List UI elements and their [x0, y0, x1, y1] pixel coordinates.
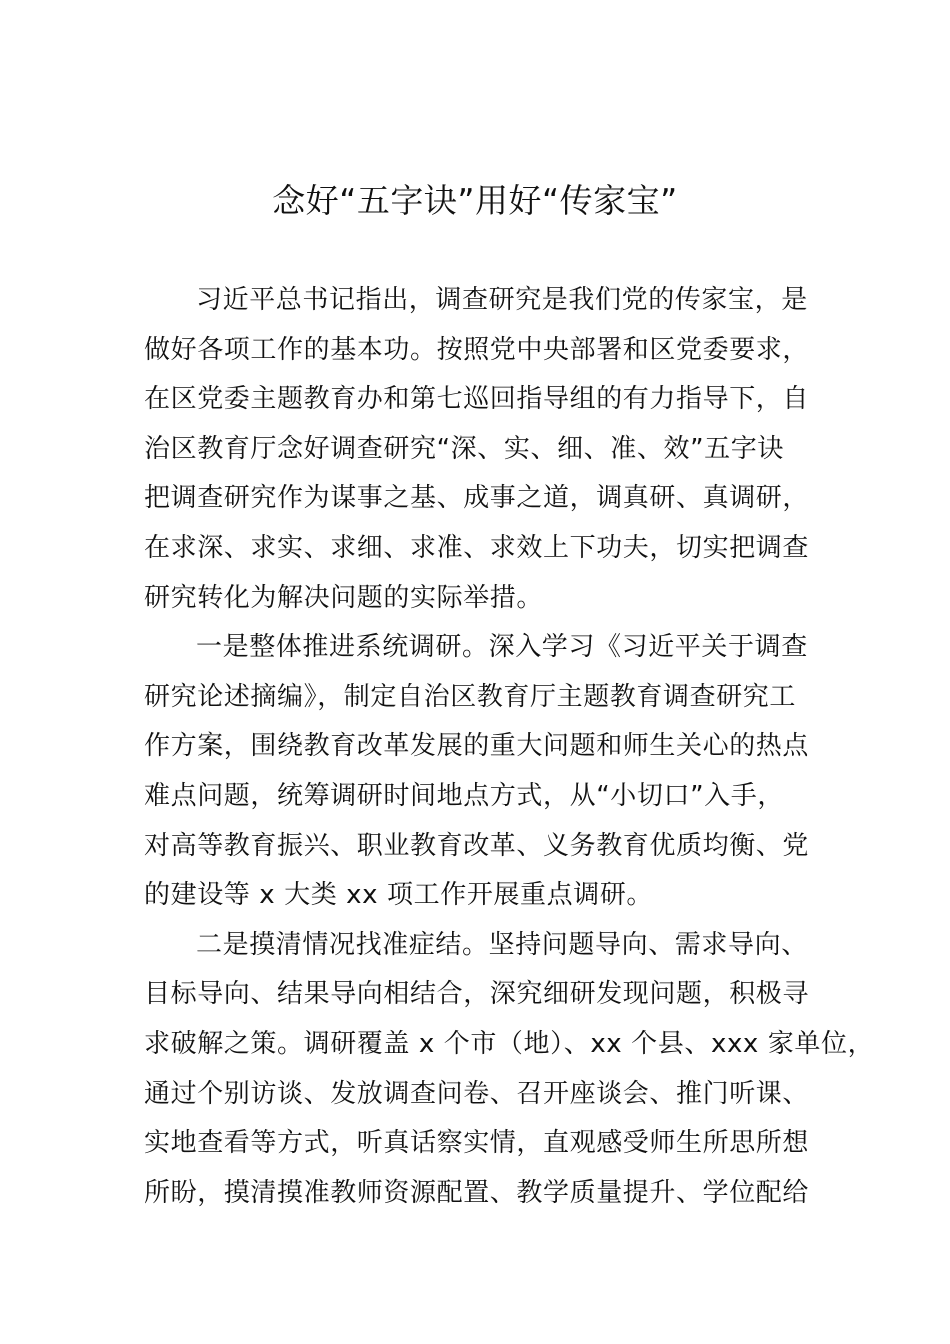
- text-line: 对高等教育振兴、职业教育改革、义务教育优质均衡、党: [144, 830, 810, 861]
- paragraph-point-two: [144, 921, 875, 1219]
- text-line: 目标导向、结果导向相结合，深究细研发现问题，积极寻: [144, 979, 810, 1010]
- text-line: 习近平总书记指出，调查研究是我们党的传家宝，是: [196, 285, 808, 315]
- text-line: 作方案，围绕教育改革发展的重大问题和师生关心的热点: [144, 731, 810, 762]
- text-line: 求破解之策。调研覆盖 x 个市（地）、xx 个县、xxx 家单位，: [144, 1028, 875, 1059]
- text-line: 通过个别访谈、发放调查问卷、召开座谈会、推门听课、: [144, 1078, 810, 1109]
- text-line: 难点问题，统筹调研时间地点方式，从“小切口”入手，: [144, 780, 784, 811]
- text-line: 所盼，摸清摸准教师资源配置、教学质量提升、学位配给: [144, 1177, 810, 1208]
- text-line: 研究转化为解决问题的实际举措。: [144, 582, 544, 613]
- text-line: 治区教育厅念好调查研究“深、实、细、准、效”五字诀: [144, 433, 784, 464]
- text-line: 在区党委主题教育办和第七巡回指导组的有力指导下，自: [144, 384, 810, 415]
- text-line: 在求深、求实、求细、求准、求效上下功夫，切实把调查: [144, 532, 810, 563]
- document-body: [144, 276, 875, 1218]
- text-line: 二是摸清情况找准症结。坚持问题导向、需求导向、: [196, 929, 808, 960]
- text-line: 做好各项工作的基本功。按照党中央部署和区党委要求，: [144, 334, 810, 365]
- text-line: 的建设等 x 大类 xx 项工作开展重点调研。: [144, 880, 654, 911]
- paragraph-point-one: [144, 623, 824, 921]
- text-line: 研究论述摘编》，制定自治区教育厅主题教育调查研究工: [144, 681, 797, 712]
- paragraph-intro: [144, 276, 824, 623]
- text-line: 一是整体推进系统调研。深入学习《习近平关于调查: [196, 632, 808, 663]
- text-line: 把调查研究作为谋事之基、成事之道，调真研、真调研，: [144, 483, 810, 514]
- text-line: 实地查看等方式，听真话察实情，直观感受师生所思所想: [144, 1128, 810, 1159]
- document-title: 念好“五字诀”用好“传家宝”: [272, 181, 678, 220]
